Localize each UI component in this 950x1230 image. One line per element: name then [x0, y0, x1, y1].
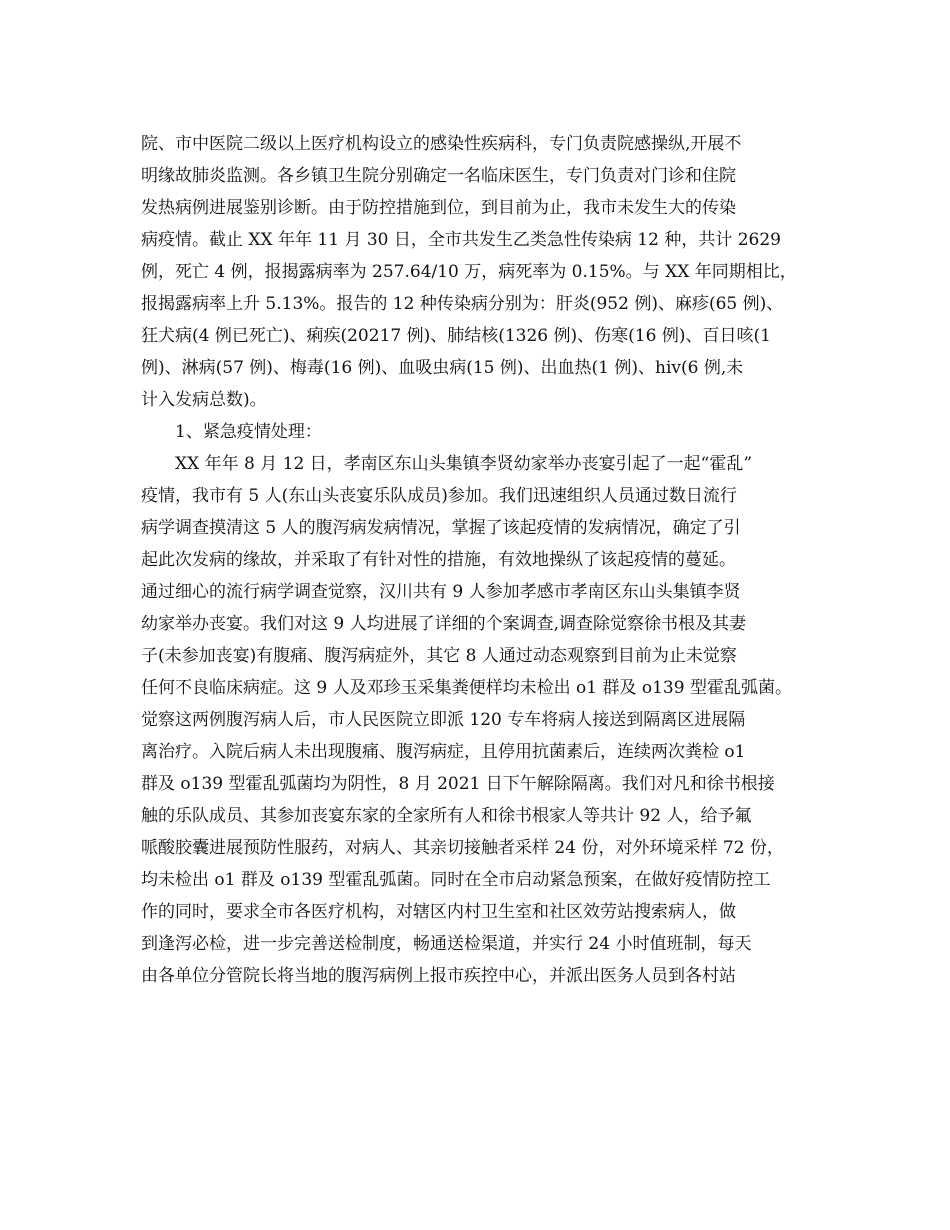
text-line: 幼家举办丧宴。我们对这 9 人均进展了详细的个案调查,调查除觉察徐书根及其妻: [141, 614, 747, 634]
text-line: 例)、淋病(57 例)、梅毒(16 例)、血吸虫病(15 例)、出血热(1 例)、hiv(6 例,未: [141, 358, 744, 378]
text-line: 群及 o139 型霍乱弧菌均为阴性，8 月 2021 日下午解除隔离。我们对凡和徐书根接: [141, 774, 775, 794]
text-line: 离治疗。入院后病人未出现腹痛、腹泻病症，且停用抗菌素后，连续两次粪检 o1: [141, 742, 746, 762]
text-line: 作的同时，要求全市各医疗机构，对辖区内村卫生室和社区效劳站搜索病人，做: [141, 902, 736, 922]
text-line: 明缘故肺炎监测。各乡镇卫生院分别确定一名临床医生，专门负责对门诊和住院: [141, 166, 736, 186]
text-line: 通过细心的流行病学调查觉察，汉川共有 9 人参加孝感市孝南区东山头集镇李贤: [141, 582, 741, 602]
text-line: 计入发病总数)。: [141, 390, 267, 410]
text-line: 子(未参加丧宴)有腹痛、腹泻病症外，其它 8 人通过动态观察到目前为止未觉察: [141, 646, 737, 666]
section-heading: 1、紧急疫情处理：: [175, 422, 322, 442]
text-line: 任何不良临床病症。这 9 人及邓珍玉采集粪便样均未检出 o1 群及 o139 型霍乱弧菌。: [141, 678, 792, 698]
text-line: 疫情，我市有 5 人(东山头丧宴乐队成员)参加。我们迅速组织人员通过数日流行: [141, 486, 737, 506]
text-line: 均未检出 o1 群及 o139 型霍乱弧菌。同时在全市启动紧急预案，在做好疫情防控工: [141, 870, 771, 890]
text-line: 哌酸胶囊进展预防性服药，对病人、其亲切接触者采样 24 份，对外环境采样 72 份，: [141, 838, 784, 858]
text-line: 病疫情。截止 XX 年年 11 月 30 日，全市共发生乙类急性传染病 12 种，共计 2629: [141, 230, 781, 250]
text-line: 院、市中医院二级以上医疗机构设立的感染性疾病科，专门负责院感操纵,开展不: [141, 134, 742, 154]
text-line: 病学调查摸清这 5 人的腹泻病发病情况，掌握了该起疫情的发病情况，确定了引: [141, 518, 741, 538]
text-line: 狂犬病(4 例已死亡)、痢疾(20217 例)、肺结核(1326 例)、伤寒(16 例)、百日咳(1: [141, 326, 771, 346]
text-line: 由各单位分管院长将当地的腹泻病例上报市疾控中心，并派出医务人员到各村站: [141, 966, 736, 986]
text-line: 起此次发病的缘故，并采取了有针对性的措施，有效地操纵了该起疫情的蔓延。: [141, 550, 736, 570]
text-line: 发热病例进展鉴别诊断。由于防控措施到位，到目前为止，我市未发生大的传染: [141, 198, 736, 218]
text-line: 例，死亡 4 例，报揭露病率为 257.64/10 万，病死率为 0.15%。与 XX 年同期相比，: [141, 262, 797, 282]
text-line: 到逢泻必检，进一步完善送检制度，畅通送检渠道，并实行 24 小时值班制，每天: [141, 934, 752, 954]
text-line: 触的乐队成员、其参加丧宴东家的全家所有人和徐书根家人等共计 92 人，给予氟: [141, 806, 752, 826]
text-line: 觉察这两例腹泻病人后，市人民医院立即派 120 专车将病人接送到隔离区进展隔: [141, 710, 746, 730]
text-line: XX 年年 8 月 12 日，孝南区东山头集镇李贤幼家举办丧宴引起了一起“霍乱”: [175, 454, 753, 474]
text-line: 报揭露病率上升 5.13%。报告的 12 种传染病分别为：肝炎(952 例)、麻疹(65 例)、: [141, 294, 784, 314]
body-text: [141, 128, 821, 992]
